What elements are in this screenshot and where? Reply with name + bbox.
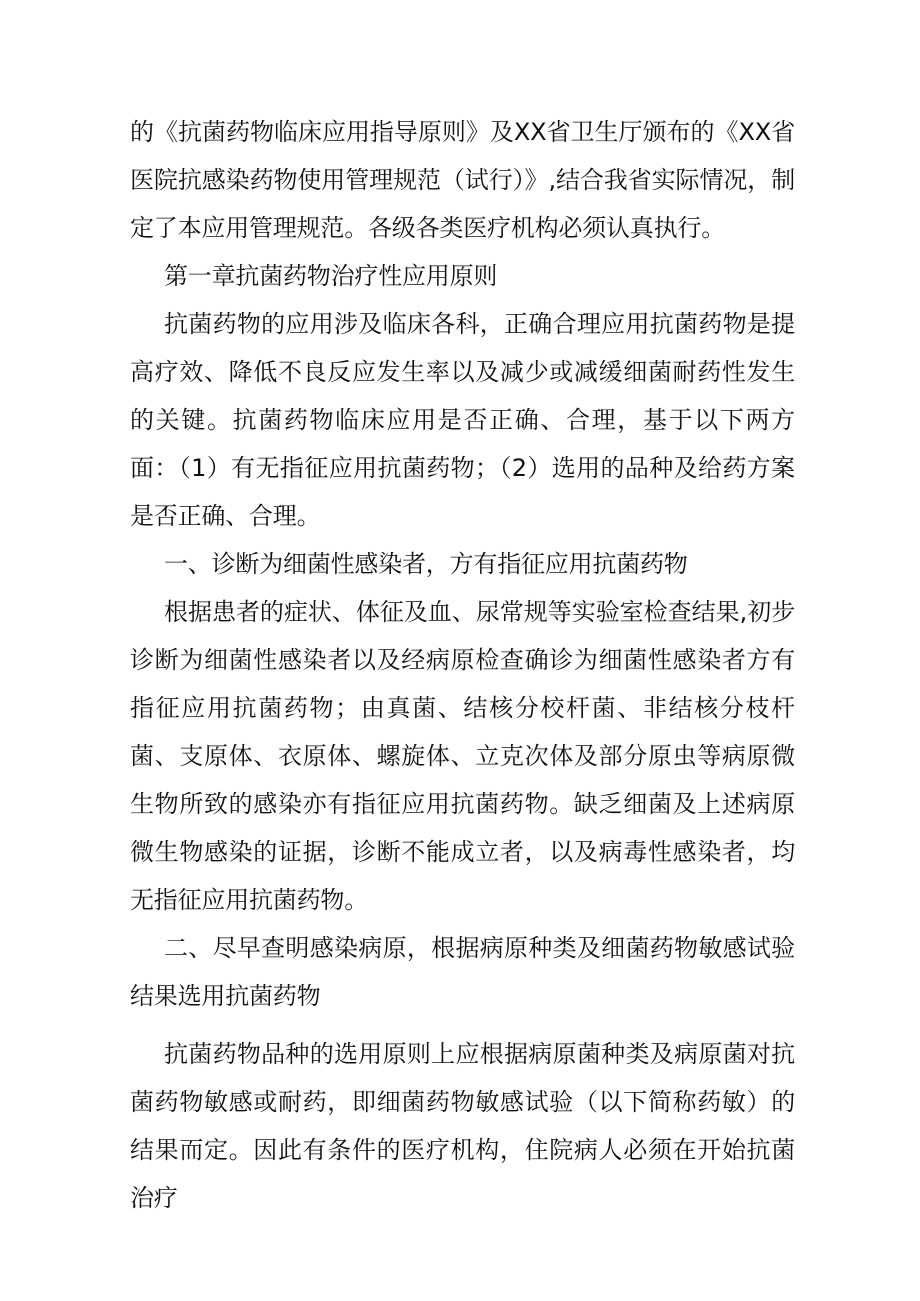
document-body: [130, 108, 795, 1222]
section-heading-two: 二、尽早查明感染病原，根据病原种类及细菌药物敏感试验结果选用抗菌药物: [130, 934, 795, 1010]
paragraph-preamble-continuation: 的《抗菌药物临床应用指导原则》及XX省卫生厅颁布的《XX省医院抗感染药物使用管理规范（试行）》,结合我省实际情况，制定了本应用管理规范。各级各类医疗机构必须认真执行。: [130, 118, 795, 242]
paragraph-section-one: 根据患者的症状、体征及血、尿常规等实验室检查结果,初步诊断为细菌性感染者以及经病原检查确诊为细菌性感染者方有指征应用抗菌药物；由真菌、结核分校杆菌、非结核分枝杆菌、支原体、衣原体、螺旋体、立克次体及部分原虫等病原微生物所致的感染亦有指征应用抗菌药物。缺乏细菌及上述病原微生物感染的证据，诊断不能成立者，以及病毒性感染者，均无指征应用抗菌药物。: [130, 598, 795, 914]
paragraph-intro: 抗菌药物的应用涉及临床各科，正确合理应用抗菌药物是提高疗效、降低不良反应发生率以及减少或减缓细菌耐药性发生的关键。抗菌药物临床应用是否正确、合理，基于以下两方面：（1）有无指征应用抗菌药物；（2）选用的品种及给药方案是否正确、合理。: [130, 310, 795, 530]
paragraph-section-two: 抗菌药物品种的选用原则上应根据病原菌种类及病原菌对抗菌药物敏感或耐药，即细菌药物敏感试验（以下简称药敏）的结果而定。因此有条件的医疗机构，住院病人必须在开始抗菌治疗: [130, 1040, 795, 1212]
section-heading-one: 一、诊断为细菌性感染者，方有指征应用抗菌药物: [164, 550, 688, 578]
chapter-heading: 第一章抗菌药物治疗性应用原则: [164, 262, 498, 290]
